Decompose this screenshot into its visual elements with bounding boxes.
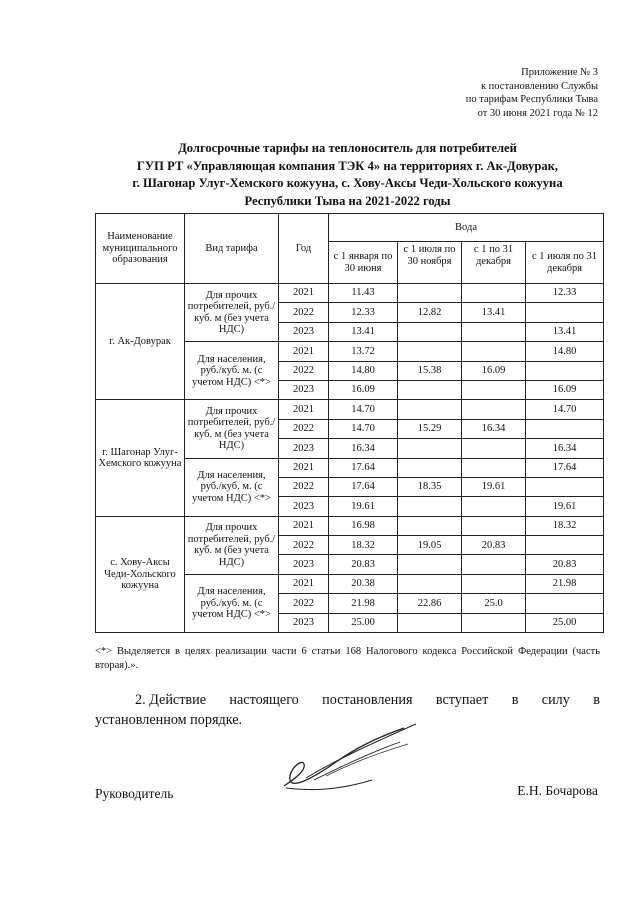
header-year: Год <box>279 214 329 284</box>
municipality-cell: г. Шагонар Улуг-Хемского кожууна <box>96 400 185 516</box>
tariff-table <box>95 213 604 633</box>
value-cell-period-2 <box>398 322 462 341</box>
value-cell-period-3: 25.0 <box>462 594 526 613</box>
value-cell-period-1: 16.98 <box>329 516 398 535</box>
signature-name: Е.Н. Бочарова <box>517 783 598 798</box>
value-cell-period-2: 15.38 <box>398 361 462 380</box>
document-title <box>95 140 600 210</box>
value-cell-period-3 <box>462 458 526 477</box>
value-cell-period-3 <box>462 322 526 341</box>
value-cell-period-2: 19.05 <box>398 536 462 555</box>
value-cell-period-4: 14.80 <box>526 342 604 361</box>
annex-line: от 30 июня 2021 года № 12 <box>477 107 598 119</box>
value-cell-period-2 <box>398 380 462 399</box>
clause-line-1 <box>95 690 600 710</box>
value-cell-period-2 <box>398 342 462 361</box>
clause-word: 2. Действие <box>135 692 207 708</box>
year-cell: 2023 <box>279 380 329 399</box>
tariff-type-cell: Для населения, руб./куб. м. (с учетом НДС) <*> <box>185 574 279 632</box>
value-cell-period-3 <box>462 497 526 516</box>
year-cell: 2023 <box>279 613 329 632</box>
value-cell-period-4: 16.34 <box>526 439 604 458</box>
municipality-cell: г. Ак-Довурак <box>96 284 185 400</box>
value-cell-period-2: 15.29 <box>398 419 462 438</box>
value-cell-period-4: 19.61 <box>526 497 604 516</box>
value-cell-period-1: 13.41 <box>329 322 398 341</box>
value-cell-period-3: 19.61 <box>462 477 526 496</box>
value-cell-period-3 <box>462 555 526 574</box>
signature-role: Руководитель <box>95 786 174 801</box>
year-cell: 2021 <box>279 342 329 361</box>
title-line: Долгосрочные тарифы на теплоноситель для потребителей <box>178 141 517 155</box>
clause-word: постановления <box>322 692 413 708</box>
table-row <box>96 516 604 535</box>
value-cell-period-4: 12.33 <box>526 284 604 303</box>
annex-line: по тарифам Республики Тыва <box>465 94 598 105</box>
annex-header <box>466 66 598 120</box>
header-period-4: с 1 июля по 31 декабря <box>526 242 604 284</box>
clause-word: настоящего <box>229 692 299 708</box>
value-cell-period-1: 17.64 <box>329 477 398 496</box>
value-cell-period-4 <box>526 477 604 496</box>
year-cell: 2023 <box>279 555 329 574</box>
value-cell-period-4: 16.09 <box>526 380 604 399</box>
municipality-cell: с. Хову-Аксы Чеди-Хольского кожууна <box>96 516 185 632</box>
value-cell-period-4 <box>526 419 604 438</box>
value-cell-period-1: 21.98 <box>329 594 398 613</box>
value-cell-period-3 <box>462 400 526 419</box>
value-cell-period-2 <box>398 497 462 516</box>
annex-line: Приложение № 3 <box>521 67 598 78</box>
value-cell-period-1: 13.72 <box>329 342 398 361</box>
value-cell-period-2 <box>398 574 462 593</box>
value-cell-period-1: 19.61 <box>329 497 398 516</box>
value-cell-period-1: 25.00 <box>329 613 398 632</box>
value-cell-period-1: 20.83 <box>329 555 398 574</box>
year-cell: 2021 <box>279 516 329 535</box>
value-cell-period-3 <box>462 516 526 535</box>
value-cell-period-3 <box>462 380 526 399</box>
value-cell-period-4: 14.70 <box>526 400 604 419</box>
footnote: <*> Выделяется в целях реализации части 6 статьи 168 Налогового кодекса Российской Федерации (часть вторая).». <box>95 646 600 671</box>
value-cell-period-4: 13.41 <box>526 322 604 341</box>
header-period-2: с 1 июля по 30 ноября <box>398 242 462 284</box>
tariff-type-cell: Для населения, руб./куб. м. (с учетом НДС) <*> <box>185 342 279 400</box>
year-cell: 2022 <box>279 303 329 322</box>
year-cell: 2021 <box>279 574 329 593</box>
handwritten-signature <box>276 718 426 798</box>
value-cell-period-3 <box>462 574 526 593</box>
value-cell-period-4: 21.98 <box>526 574 604 593</box>
value-cell-period-1: 16.09 <box>329 380 398 399</box>
value-cell-period-3 <box>462 342 526 361</box>
value-cell-period-2 <box>398 555 462 574</box>
value-cell-period-1: 16.34 <box>329 439 398 458</box>
value-cell-period-3: 16.09 <box>462 361 526 380</box>
clause-line-2: установленном порядке. <box>95 712 243 728</box>
value-cell-period-4 <box>526 594 604 613</box>
value-cell-period-4 <box>526 536 604 555</box>
table-row <box>96 400 604 419</box>
header-tariff-type: Вид тарифа <box>185 214 279 284</box>
value-cell-period-3: 13.41 <box>462 303 526 322</box>
value-cell-period-1: 14.70 <box>329 419 398 438</box>
tariff-type-cell: Для населения, руб./куб. м. (с учетом НДС) <*> <box>185 458 279 516</box>
header-municipality: Наименование муниципального образования <box>96 214 185 284</box>
title-line: г. Шагонар Улуг-Хемского кожууна, с. Хову-Аксы Чеди-Хольского кожууна <box>132 176 563 190</box>
value-cell-period-1: 11.43 <box>329 284 398 303</box>
value-cell-period-2 <box>398 516 462 535</box>
clause-word: в <box>511 692 519 708</box>
year-cell: 2023 <box>279 439 329 458</box>
value-cell-period-1: 18.32 <box>329 536 398 555</box>
value-cell-period-3 <box>462 613 526 632</box>
year-cell: 2023 <box>279 322 329 341</box>
tariff-type-cell: Для прочих потребителей, руб./куб. м (без учета НДС) <box>185 400 279 458</box>
year-cell: 2022 <box>279 419 329 438</box>
value-cell-period-2 <box>398 284 462 303</box>
value-cell-period-1: 14.80 <box>329 361 398 380</box>
title-line: Республики Тыва на 2021-2022 годы <box>244 193 451 208</box>
value-cell-period-1: 12.33 <box>329 303 398 322</box>
value-cell-period-4: 20.83 <box>526 555 604 574</box>
value-cell-period-2: 18.35 <box>398 477 462 496</box>
value-cell-period-4: 17.64 <box>526 458 604 477</box>
value-cell-period-4 <box>526 361 604 380</box>
year-cell: 2021 <box>279 284 329 303</box>
tariff-table-body <box>96 284 604 633</box>
annex-line: к постановлению Службы <box>480 80 598 92</box>
header-period-3: с 1 по 31 декабря <box>462 242 526 284</box>
header-period-1: с 1 января по 30 июня <box>329 242 398 284</box>
clause-word: вступает <box>435 692 489 708</box>
year-cell: 2022 <box>279 536 329 555</box>
value-cell-period-3: 16.34 <box>462 419 526 438</box>
value-cell-period-1: 20.38 <box>329 574 398 593</box>
table-row <box>96 284 604 303</box>
value-cell-period-2: 22.86 <box>398 594 462 613</box>
year-cell: 2022 <box>279 594 329 613</box>
value-cell-period-2 <box>398 439 462 458</box>
year-cell: 2021 <box>279 458 329 477</box>
value-cell-period-2 <box>398 458 462 477</box>
value-cell-period-3 <box>462 284 526 303</box>
tariff-type-cell: Для прочих потребителей, руб./куб. м (без учета НДС) <box>185 284 279 342</box>
value-cell-period-1: 17.64 <box>329 458 398 477</box>
year-cell: 2022 <box>279 477 329 496</box>
year-cell: 2022 <box>279 361 329 380</box>
clause-word: в <box>593 692 600 708</box>
value-cell-period-4: 18.32 <box>526 516 604 535</box>
clause-word: силу <box>541 692 570 708</box>
value-cell-period-2 <box>398 613 462 632</box>
value-cell-period-2: 12.82 <box>398 303 462 322</box>
value-cell-period-2 <box>398 400 462 419</box>
value-cell-period-4: 25.00 <box>526 613 604 632</box>
tariff-type-cell: Для прочих потребителей, руб./куб. м (без учета НДС) <box>185 516 279 574</box>
value-cell-period-3 <box>462 439 526 458</box>
value-cell-period-3: 20.83 <box>462 536 526 555</box>
title-line: ГУП РТ «Управляющая компания ТЭК 4» на территориях г. Ак-Довурак, <box>136 158 559 173</box>
value-cell-period-4 <box>526 303 604 322</box>
value-cell-period-1: 14.70 <box>329 400 398 419</box>
header-water: Вода <box>329 214 604 242</box>
year-cell: 2023 <box>279 497 329 516</box>
year-cell: 2021 <box>279 400 329 419</box>
